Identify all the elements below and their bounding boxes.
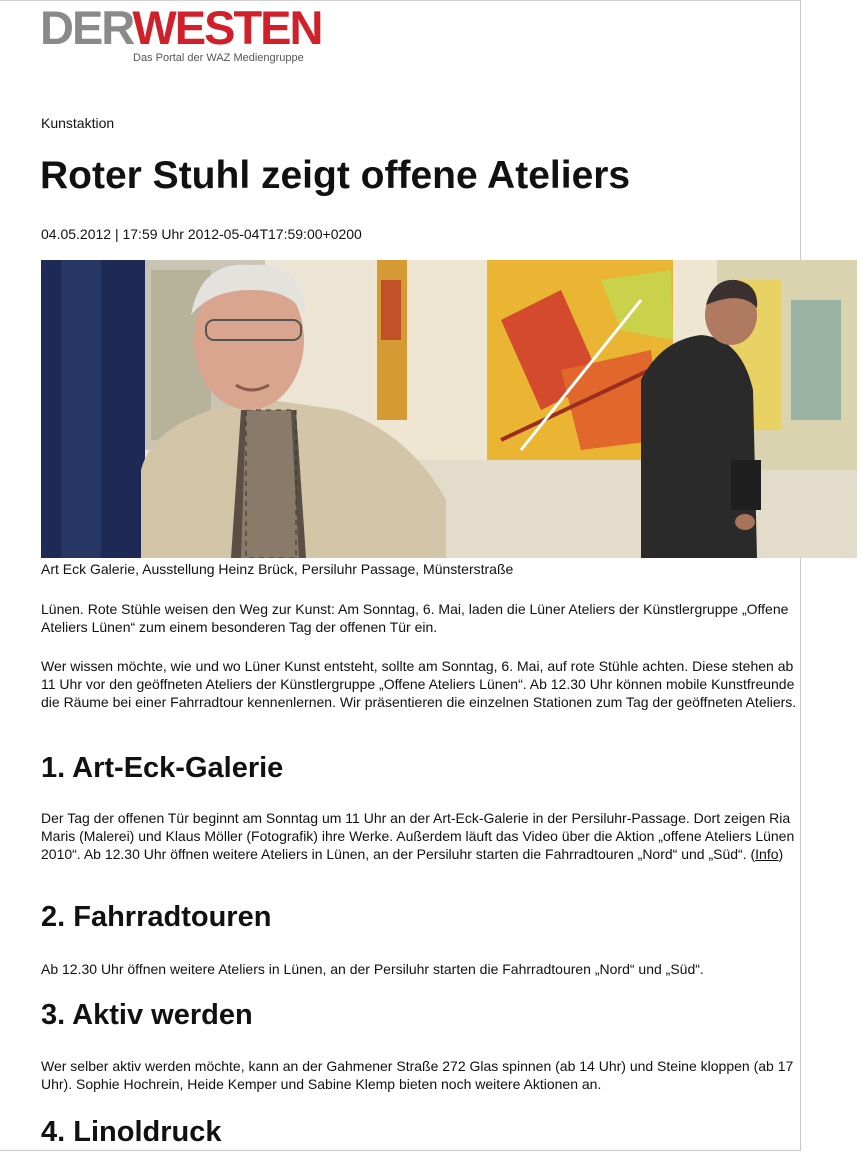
section-heading: 1. Art-Eck-Galerie [41,752,284,784]
info-link[interactable]: Info [755,846,779,862]
section-heading: 2. Fahrradtouren [41,901,272,933]
logo-wordmark [40,2,321,54]
article-dateline: 04.05.2012 | 17:59 Uhr 2012-05-04T17:59:00+0200 [41,226,362,242]
section-text-close: ) [778,846,784,862]
section-heading: 3. Aktiv werden [41,999,253,1031]
logo-der: DER [40,1,133,54]
article-intro: Lünen. Rote Stühle weisen den Weg zur Kunst: Am Sonntag, 6. Mai, laden die Lüner Ateliers der Künstlergruppe „Offene Ateliers Lünen“ zum einem besonderen Tag der offenen Tür ein. [41,601,789,635]
section-heading: 4. Linoldruck [41,1116,222,1148]
article-paragraph: Wer wissen möchte, wie und wo Lüner Kunst entsteht, sollte am Sonntag, 6. Mai, auf rote Stühle achten. Diese stehen ab 11 Uhr vor den geöffneten Ateliers der Künstlergruppe „Offene Ateliers Lünen“. Ab 12.30 Uhr können mobile Kunstfreunde die Räume bei einer Fahrradtour kennenlernen. Wir präsentieren die einzelnen Stationen zum Tag der geöffneten Ateliers. [41,658,797,710]
section-text [41,809,801,863]
logo-westen: WESTEN [132,1,322,54]
article-headline: Roter Stuhl zeigt offene Ateliers [40,154,631,197]
section-text: Ab 12.30 Uhr öffnen weitere Ateliers in Lünen, an der Persiluhr starten die Fahrradtouren „Nord“ und „Süd“. [41,961,704,977]
article-photo [41,260,857,558]
section-text: Wer selber aktiv werden möchte, kann an der Gahmener Straße 272 Glas spinnen (ab 14 Uhr) und Steine kloppen (ab 17 Uhr). Sophie Hochrein, Heide Kemper und Sabine Klemp bieten noch weitere Aktionen an. [41,1058,794,1092]
section-text-body: Der Tag der offenen Tür beginnt am Sonntag um 11 Uhr an der Art-Eck-Galerie in der Persiluhr-Passage. Dort zeigen Ria Maris (Malerei) und Klaus Möller (Fotografik) ihre Werke. Außerdem läuft das Video über die Aktion „offene Ateliers Lünen 2010“. Ab 12.30 Uhr öffnen weitere Ateliers in Lünen, an der Persiluhr starten die Fahrradtouren „Nord“ und „Süd“. ( [41,810,795,862]
article-kicker: Kunstaktion [41,115,115,131]
photo-caption: Art Eck Galerie, Ausstellung Heinz Brück, Persiluhr Passage, Münsterstraße [41,561,514,577]
logo-subtitle: Das Portal der WAZ Mediengruppe [133,52,304,64]
derwesten-logo[interactable] [40,1,322,68]
